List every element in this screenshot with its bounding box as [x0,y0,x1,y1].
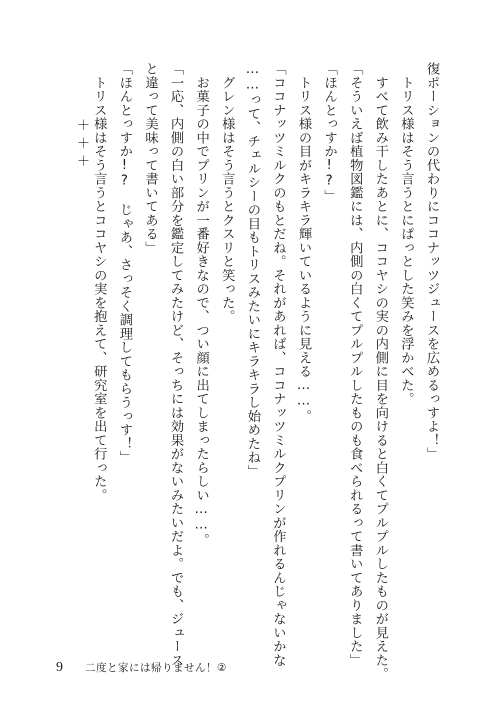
text-line: 「ほんとっすか!?」 [321,62,337,203]
section-break-marker: ＋＋＋ [74,118,89,172]
text-line: お菓子の中でプリンが一番好きなので、つい顔に出てしまったらしい……。 [193,62,209,547]
text-line: すべて飲み干したあとに、ココヤシの実の内側に目を向けると白くてプルプルしたものが見えた。 [372,62,388,681]
text-line: 「ほんとっすか!? じゃあ、さっそく調理してもらうっす！」 [116,62,132,465]
text-line: 復ポーションの代わりにココナッツジュースを広めるっすよ！」 [424,62,439,461]
book-title: 二度と家には帰りません！② [85,662,227,674]
text-line: 「ココナッツミルクのもとだね。それがあれば、ココナッツミルクプリンが作れるんじゃないかな [270,62,286,667]
text-line: 「一応、内側の白い部分を鑑定してみたけど、そっちには効果がないみたいだよ。でも、ジュース [168,62,184,667]
text-line: と違って美味って書いてある」 [142,62,158,255]
page-footer [56,660,227,676]
page-number: 9 [56,660,63,675]
text-line: ……って、チェルシーの目もトリスみたいにキラキラし始めたね」 [244,62,260,478]
text-line: グレン様はそう言うとクスリと笑った。 [219,62,235,324]
text-line: トリス様の目がキラキラ輝いているように見える……。 [296,62,312,423]
text-line: トリス様はそう言うとココヤシの実を抱えて、研究室を出て行った。 [91,62,107,502]
text-line: 「そういえば植物図鑑には、内側の白くてプルプルしたものも食べられるって書いてありました」 [347,62,363,667]
text-line: トリス様はそう言うとにぱっとした笑みを浮かべた。 [398,62,414,406]
